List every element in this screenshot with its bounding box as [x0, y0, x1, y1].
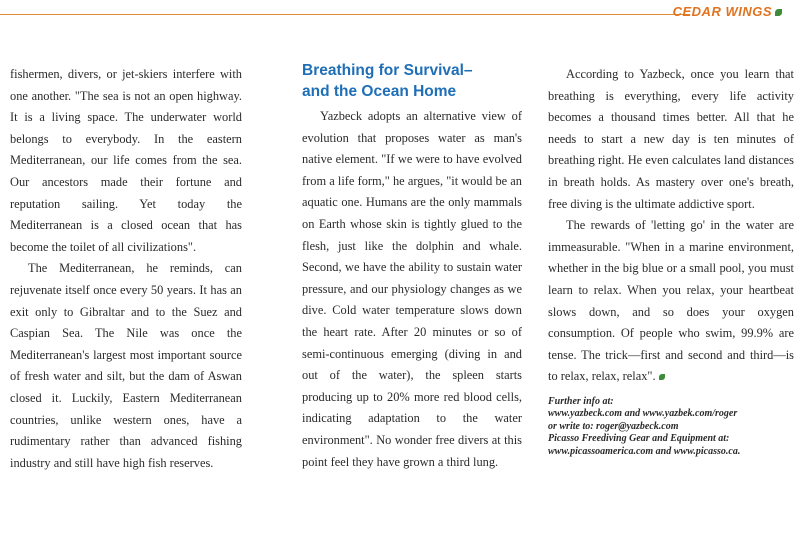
header-rule — [0, 14, 690, 15]
leaf-icon — [775, 9, 782, 16]
headline-line: and the Ocean Home — [302, 83, 457, 100]
further-info-line: Further info at: — [548, 395, 614, 407]
magazine-brand — [673, 4, 782, 19]
further-info-link[interactable]: www.picassoamerica.com and www.picasso.ca. — [548, 445, 741, 457]
column-left — [10, 64, 242, 474]
section-headline — [302, 60, 522, 102]
paragraph: The Mediterranean, he reminds, can rejuvenate itself once every 50 years. It has an exit only to Gibraltar and to the Suez and Caspian Sea. The Nile was once the Mediterranean's largest most important source of fresh water and silt, but the dam of Aswan closed it. Luckily, Eastern Mediterranean countries, unlike western ones, have a rudimentary rather than advanced fishing industry and still have high fish reserves. — [10, 261, 242, 470]
paragraph: According to Yazbeck, once you learn that breathing is everything, every life activity becomes a thousand times better. All that he needs to start a new day is ten minutes of breathing right. He even calculates land distances in breath holds. As mastery over one's breath, free diving is the ultimate addictive sport. — [548, 67, 794, 211]
paragraph: fishermen, divers, or jet-skiers interfere with one another. "The sea is not an open highway. It is a living space. The underwater world belongs to everybody. In the eastern Mediterranean, our life comes from the sea. Our ancestors made their fortune and reputation sailing. Yet today the Mediterranean is a closed ocean that has become the toilet of all civilizations". — [10, 67, 242, 254]
column-middle — [302, 60, 522, 473]
end-leaf-icon — [659, 374, 665, 380]
column-right — [548, 64, 794, 458]
further-info-line: Picasso Freediving Gear and Equipment at: — [548, 433, 730, 445]
further-info — [548, 396, 794, 459]
brand-text: CEDAR WINGS — [672, 4, 772, 19]
further-info-email[interactable]: or write to: roger@yazbeck.com — [548, 420, 679, 432]
further-info-link[interactable]: www.yazbeck.com and www.yazbek.com/roger — [548, 408, 738, 420]
paragraph — [548, 215, 794, 388]
headline-line: Breathing for Survival– — [302, 62, 473, 79]
paragraph-text: The rewards of 'letting go' in the water are immeasurable. "When in a marine environment, whether in the big blue or a small pool, you must learn to relax. When you relax, your heartbeat slows down, and so does your oxygen consumption. Of people who swim, 99.9% are tense. The trick—first and second and third—is to relax, relax, relax". — [548, 218, 794, 384]
paragraph: Yazbeck adopts an alternative view of evolution that proposes water as man's native element. "If we were to have evolved from a life form," he argues, "it would be an aquatic one. Humans are the only mammals on Earth whose skin is tightly glued to the flesh, just like the dolphin and whale. Second, we have the ability to sustain water pressure, and our physiology changes as we dive. Cold water temperature slows down the heart rate. After 20 minutes or so of semi-continuous emerging (diving in and out of the water), the spleen starts producing up to 20% more red blood cells, indicating adaptation to the water environment". No wonder free divers at this point feel they have grown a third lung. — [302, 109, 522, 469]
